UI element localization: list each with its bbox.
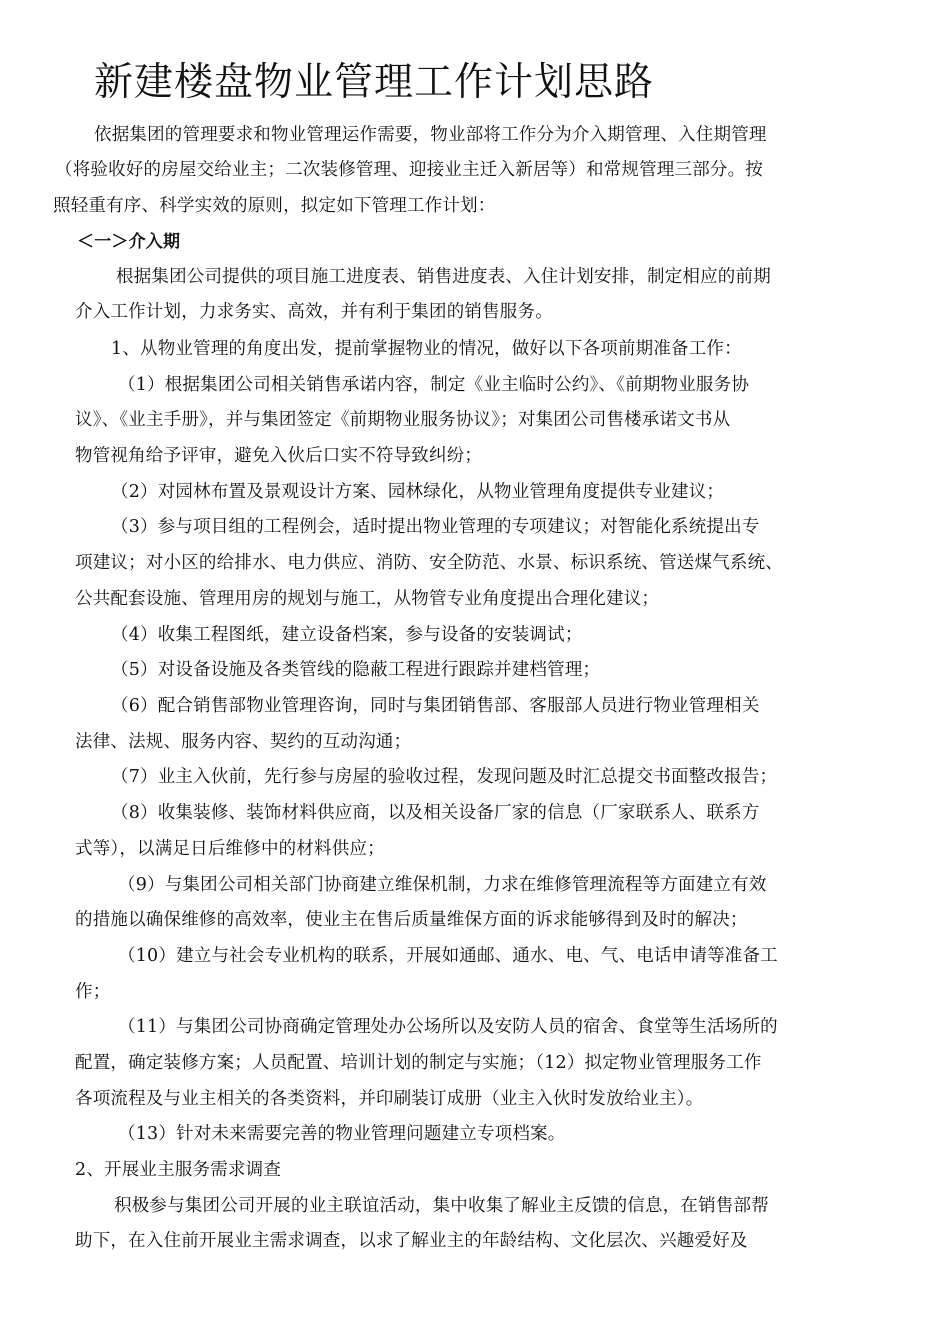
paragraph-line: 物管视角给予评审，避免入伙后口实不符导致纠纷； [75, 446, 483, 466]
paragraph-line: 依据集团的管理要求和物业管理运作需要，物业部将工作分为介入期管理、入住期管理 [94, 125, 767, 145]
paragraph-line: 助下，在入住前开展业主需求调查，以求了解业主的年龄结构、文化层次、兴趣爱好及 [75, 1231, 748, 1251]
paragraph-line: 议》、《业主手册》，并与集团签定《前期物业服务协议》；对集团公司售楼承诺文书从 [75, 410, 731, 430]
paragraph-line: 根据集团公司提供的项目施工进度表、销售进度表、入住计划安排，制定相应的前期 [116, 267, 771, 287]
paragraph-line: 各项流程及与业主相关的各类资料，并印刷装订成册（业主入伙时发放给业主）。 [75, 1089, 704, 1109]
paragraph-line: 照轻重有序、科学实效的原则，拟定如下管理工作计划： [53, 196, 496, 216]
list-item: （2）对园林布置及景观设计方案、园林绿化，从物业管理角度提供专业建议； [111, 482, 725, 502]
list-item: （13）针对未来需要完善的物业管理问题建立专项档案。 [118, 1124, 566, 1144]
list-item: （9）与集团公司相关部门协商建立维保机制，力求在维修管理流程等方面建立有效 [118, 875, 767, 895]
paragraph-line: 项建议；对小区的给排水、电力供应、消防、安全防范、水景、标识系统、管送煤气系统、 [75, 553, 783, 573]
list-item: （6）配合销售部物业管理咨询，同时与集团销售部、客服部人员进行物业管理相关 [111, 696, 760, 716]
list-item: （4）收集工程图纸，建立设备档案，参与设备的安装调试； [111, 625, 583, 645]
paragraph-line: 介入工作计划，力求务实、高效，并有利于集团的销售服务。 [75, 302, 553, 322]
section-heading: ＜一＞介入期 [77, 232, 181, 252]
list-item: （7）业主入伙前，先行参与房屋的验收过程，发现问题及时汇总提交书面整改报告； [111, 767, 778, 787]
list-item: 1、从物业管理的角度出发，提前掌握物业的情况，做好以下各项前期准备工作： [111, 339, 742, 359]
paragraph-line: 式等），以满足日后维修中的材料供应； [75, 839, 385, 859]
paragraph-line: 的措施以确保维修的高效率，使业主在售后质量维保方面的诉求能够得到及时的解决； [75, 910, 748, 930]
list-item: （1）根据集团公司相关销售承诺内容，制定《业主临时公约》、《前期物业服务协 [118, 375, 750, 395]
paragraph-line: 公共配套设施、管理用房的规划与施工，从物管专业角度提出合理化建议； [75, 589, 660, 609]
paragraph-line: 作； [75, 982, 111, 1002]
list-item: （10）建立与社会专业机构的联系，开展如通邮、通水、电、气、电话申请等准备工 [118, 946, 778, 966]
list-item: （8）收集装修、装饰材料供应商，以及相关设备厂家的信息（厂家联系人、联系方 [111, 803, 760, 823]
document-title: 新建楼盘物业管理工作计划思路 [94, 60, 655, 105]
list-item: （3）参与项目组的工程例会，适时提出物业管理的专项建议；对智能化系统提出专 [111, 517, 760, 537]
paragraph-line: 积极参与集团公司开展的业主联谊活动，集中收集了解业主反馈的信息，在销售部帮 [114, 1196, 769, 1216]
paragraph-line: 法律、法规、服务内容、契约的互动沟通； [75, 732, 412, 752]
list-item: （5）对设备设施及各类管线的隐蔽工程进行跟踪并建档管理； [111, 660, 601, 680]
paragraph-line: （将验收好的房屋交给业主；二次装修管理、迎接业主迁入新居等）和常规管理三部分。按 [55, 160, 763, 180]
list-item: 2、开展业主服务需求调查 [75, 1160, 282, 1180]
paragraph-line: 配置，确定装修方案；人员配置、培训计划的制定与实施；（12）拟定物业管理服务工作 [75, 1053, 762, 1073]
list-item: （11）与集团公司协商确定管理处办公场所以及安防人员的宿舍、食堂等生活场所的 [118, 1017, 778, 1037]
